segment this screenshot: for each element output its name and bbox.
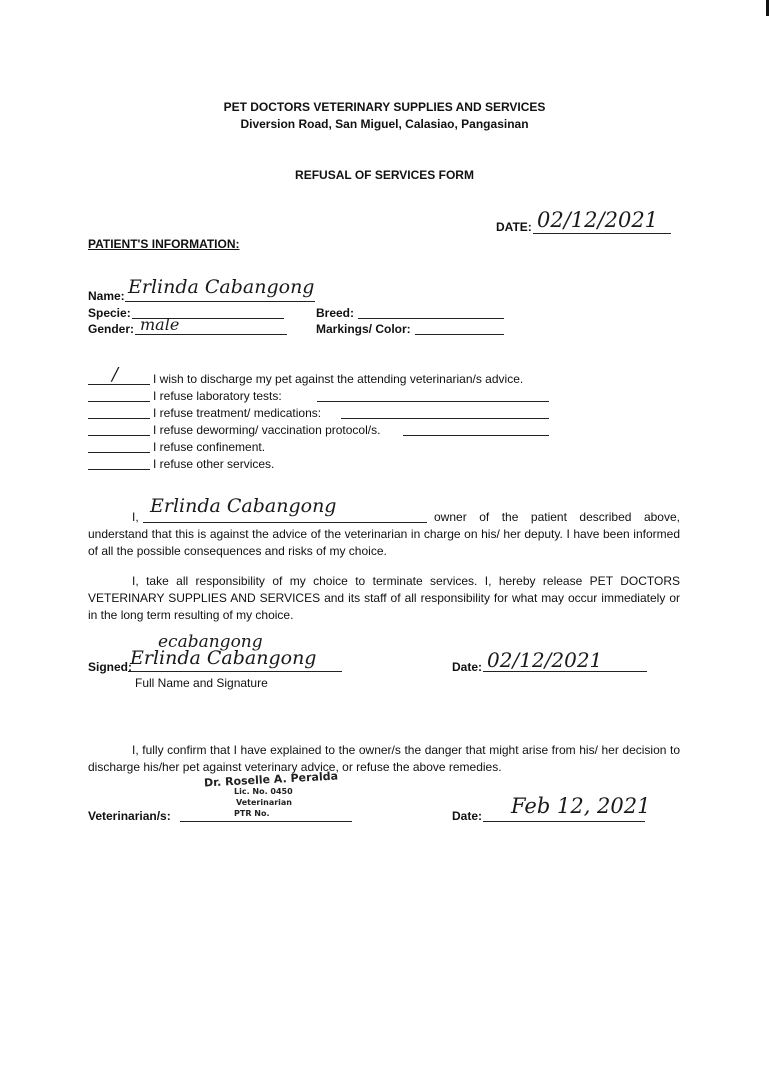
option-blank-5[interactable] <box>88 452 150 453</box>
breed-line[interactable] <box>358 318 504 319</box>
statement1-text: owner of the patient described above, understand that this is against the advice of the veterinarian in charge on his/ her deputy. I have been informed of all the possible consequences and risks of my choice. <box>88 510 680 558</box>
patient-section-title: PATIENT'S INFORMATION: <box>88 237 240 251</box>
stamp-ptr: PTR No. <box>234 809 270 818</box>
vet-date-value[interactable]: Feb 12, 2021 <box>511 794 651 818</box>
markings-label: Markings/ Color: <box>316 322 411 336</box>
signed-label: Signed: <box>88 660 132 674</box>
company-name: PET DOCTORS VETERINARY SUPPLIES AND SERVICES <box>223 100 546 114</box>
option-detail-line-2[interactable] <box>317 401 549 402</box>
option-blank-1[interactable] <box>88 384 150 385</box>
stamp-name: Dr. Roselle A. Peralda <box>203 769 339 790</box>
company-address: Diversion Road, San Miguel, Calasiao, Pangasinan <box>240 117 529 131</box>
option-blank-4[interactable] <box>88 435 150 436</box>
option-label-5: I refuse confinement. <box>153 440 266 454</box>
name-label: Name: <box>88 289 125 303</box>
vet-date-label: Date: <box>452 809 483 823</box>
form-title: REFUSAL OF SERVICES FORM <box>295 168 474 182</box>
signature-date-label: Date: <box>452 660 483 674</box>
option-label-1: I wish to discharge my pet against the attending veterinarian/s advice. <box>153 372 524 386</box>
signature-date-value[interactable]: 02/12/2021 <box>487 648 603 672</box>
name-value[interactable]: Erlinda Cabangong <box>128 276 315 298</box>
owner-name-value[interactable]: Erlinda Cabangong <box>150 495 337 517</box>
date-value[interactable]: 02/12/2021 <box>537 208 659 232</box>
check-mark-1: / <box>112 364 119 385</box>
gender-label: Gender: <box>88 322 135 336</box>
option-label-2: I refuse laboratory tests: <box>153 389 282 403</box>
signature-name[interactable]: Erlinda Cabangong <box>130 647 317 669</box>
option-detail-line-3[interactable] <box>341 418 549 419</box>
full-name-caption: Full Name and Signature <box>135 676 268 690</box>
option-label-3: I refuse treatment/ medications: <box>153 406 322 420</box>
signature-top: ecabangong <box>158 632 263 652</box>
option-blank-2[interactable] <box>88 401 150 402</box>
statement2-text: I, take all responsibility of my choice to terminate services. I, hereby release PET DOCTORS VETERINARY SUPPLIES AND SERVICES and its staff of all responsibility for what may occur immediately or in the long term resulting of my choice. <box>88 574 680 622</box>
specie-label: Specie: <box>88 306 131 320</box>
stamp-role: Veterinarian <box>236 798 292 807</box>
option-label-6: I refuse other services. <box>153 457 275 471</box>
markings-line[interactable] <box>415 334 504 335</box>
statement3-text: I, fully confirm that I have explained to the owner/s the danger that might arise from his/ her decision to discharge his/her pet against veterinary advice, or refuse the above remedies. <box>88 743 680 774</box>
veterinarian-label: Veterinarian/s: <box>88 809 171 823</box>
option-blank-6[interactable] <box>88 469 150 470</box>
date-line <box>533 233 671 234</box>
option-detail-line-4[interactable] <box>403 435 549 436</box>
breed-label: Breed: <box>316 306 355 320</box>
vet-date-line <box>483 821 645 822</box>
gender-line <box>135 334 287 335</box>
name-line <box>125 301 315 302</box>
signature-line <box>128 671 342 672</box>
date-label: DATE: <box>496 220 532 234</box>
stamp-license: Lic. No. 0450 <box>234 787 293 796</box>
option-label-4: I refuse deworming/ vaccination protocol/s. <box>153 423 381 437</box>
gender-value[interactable]: male <box>140 315 180 334</box>
veterinarian-line[interactable] <box>180 821 352 822</box>
statement1-prefix: I, <box>132 510 139 524</box>
option-blank-3[interactable] <box>88 418 150 419</box>
